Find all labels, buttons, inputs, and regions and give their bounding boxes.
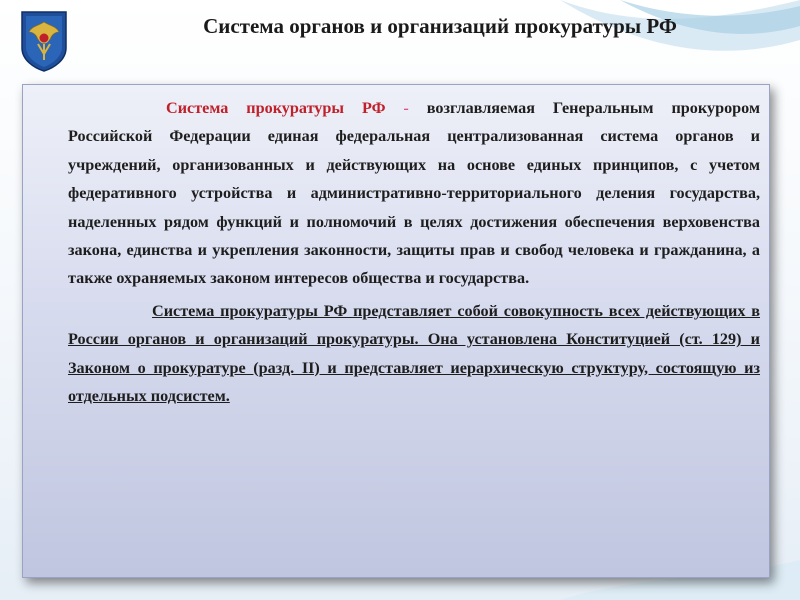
definition-body: возглавляемая Генеральным прокурором Российской Федерации единая федеральная централизованная система органов и учреждений, организованных и действующих на основе единых принципов, с учетом федеративного устройства и административно-территориального деления государства, наделенных рядом функций и полномочий в целях достижения обеспечения верховенства закона, единства и укрепления законности, защиты прав и свобод человека и гражданина, а также охраняемых законом интересов общества и государства.: [68, 99, 760, 288]
highlight-term: Система прокуратуры РФ: [166, 99, 386, 117]
definition-paragraph: [68, 94, 760, 293]
system-description-paragraph: Система прокуратуры РФ представляет собой совокупность всех действующих в России органов и организаций прокуратуры. Она установлена Конституцией (ст. 129) и Законом о прокуратуре (разд. II) и представляет иерархическую структуру, состоящую из отдельных подсистем.: [68, 301, 760, 406]
prosecutor-emblem-icon: [18, 8, 70, 72]
page-title: Система органов и организаций прокуратуры РФ: [203, 14, 677, 38]
content-text: [68, 94, 760, 410]
dash-separator: -: [385, 99, 427, 117]
